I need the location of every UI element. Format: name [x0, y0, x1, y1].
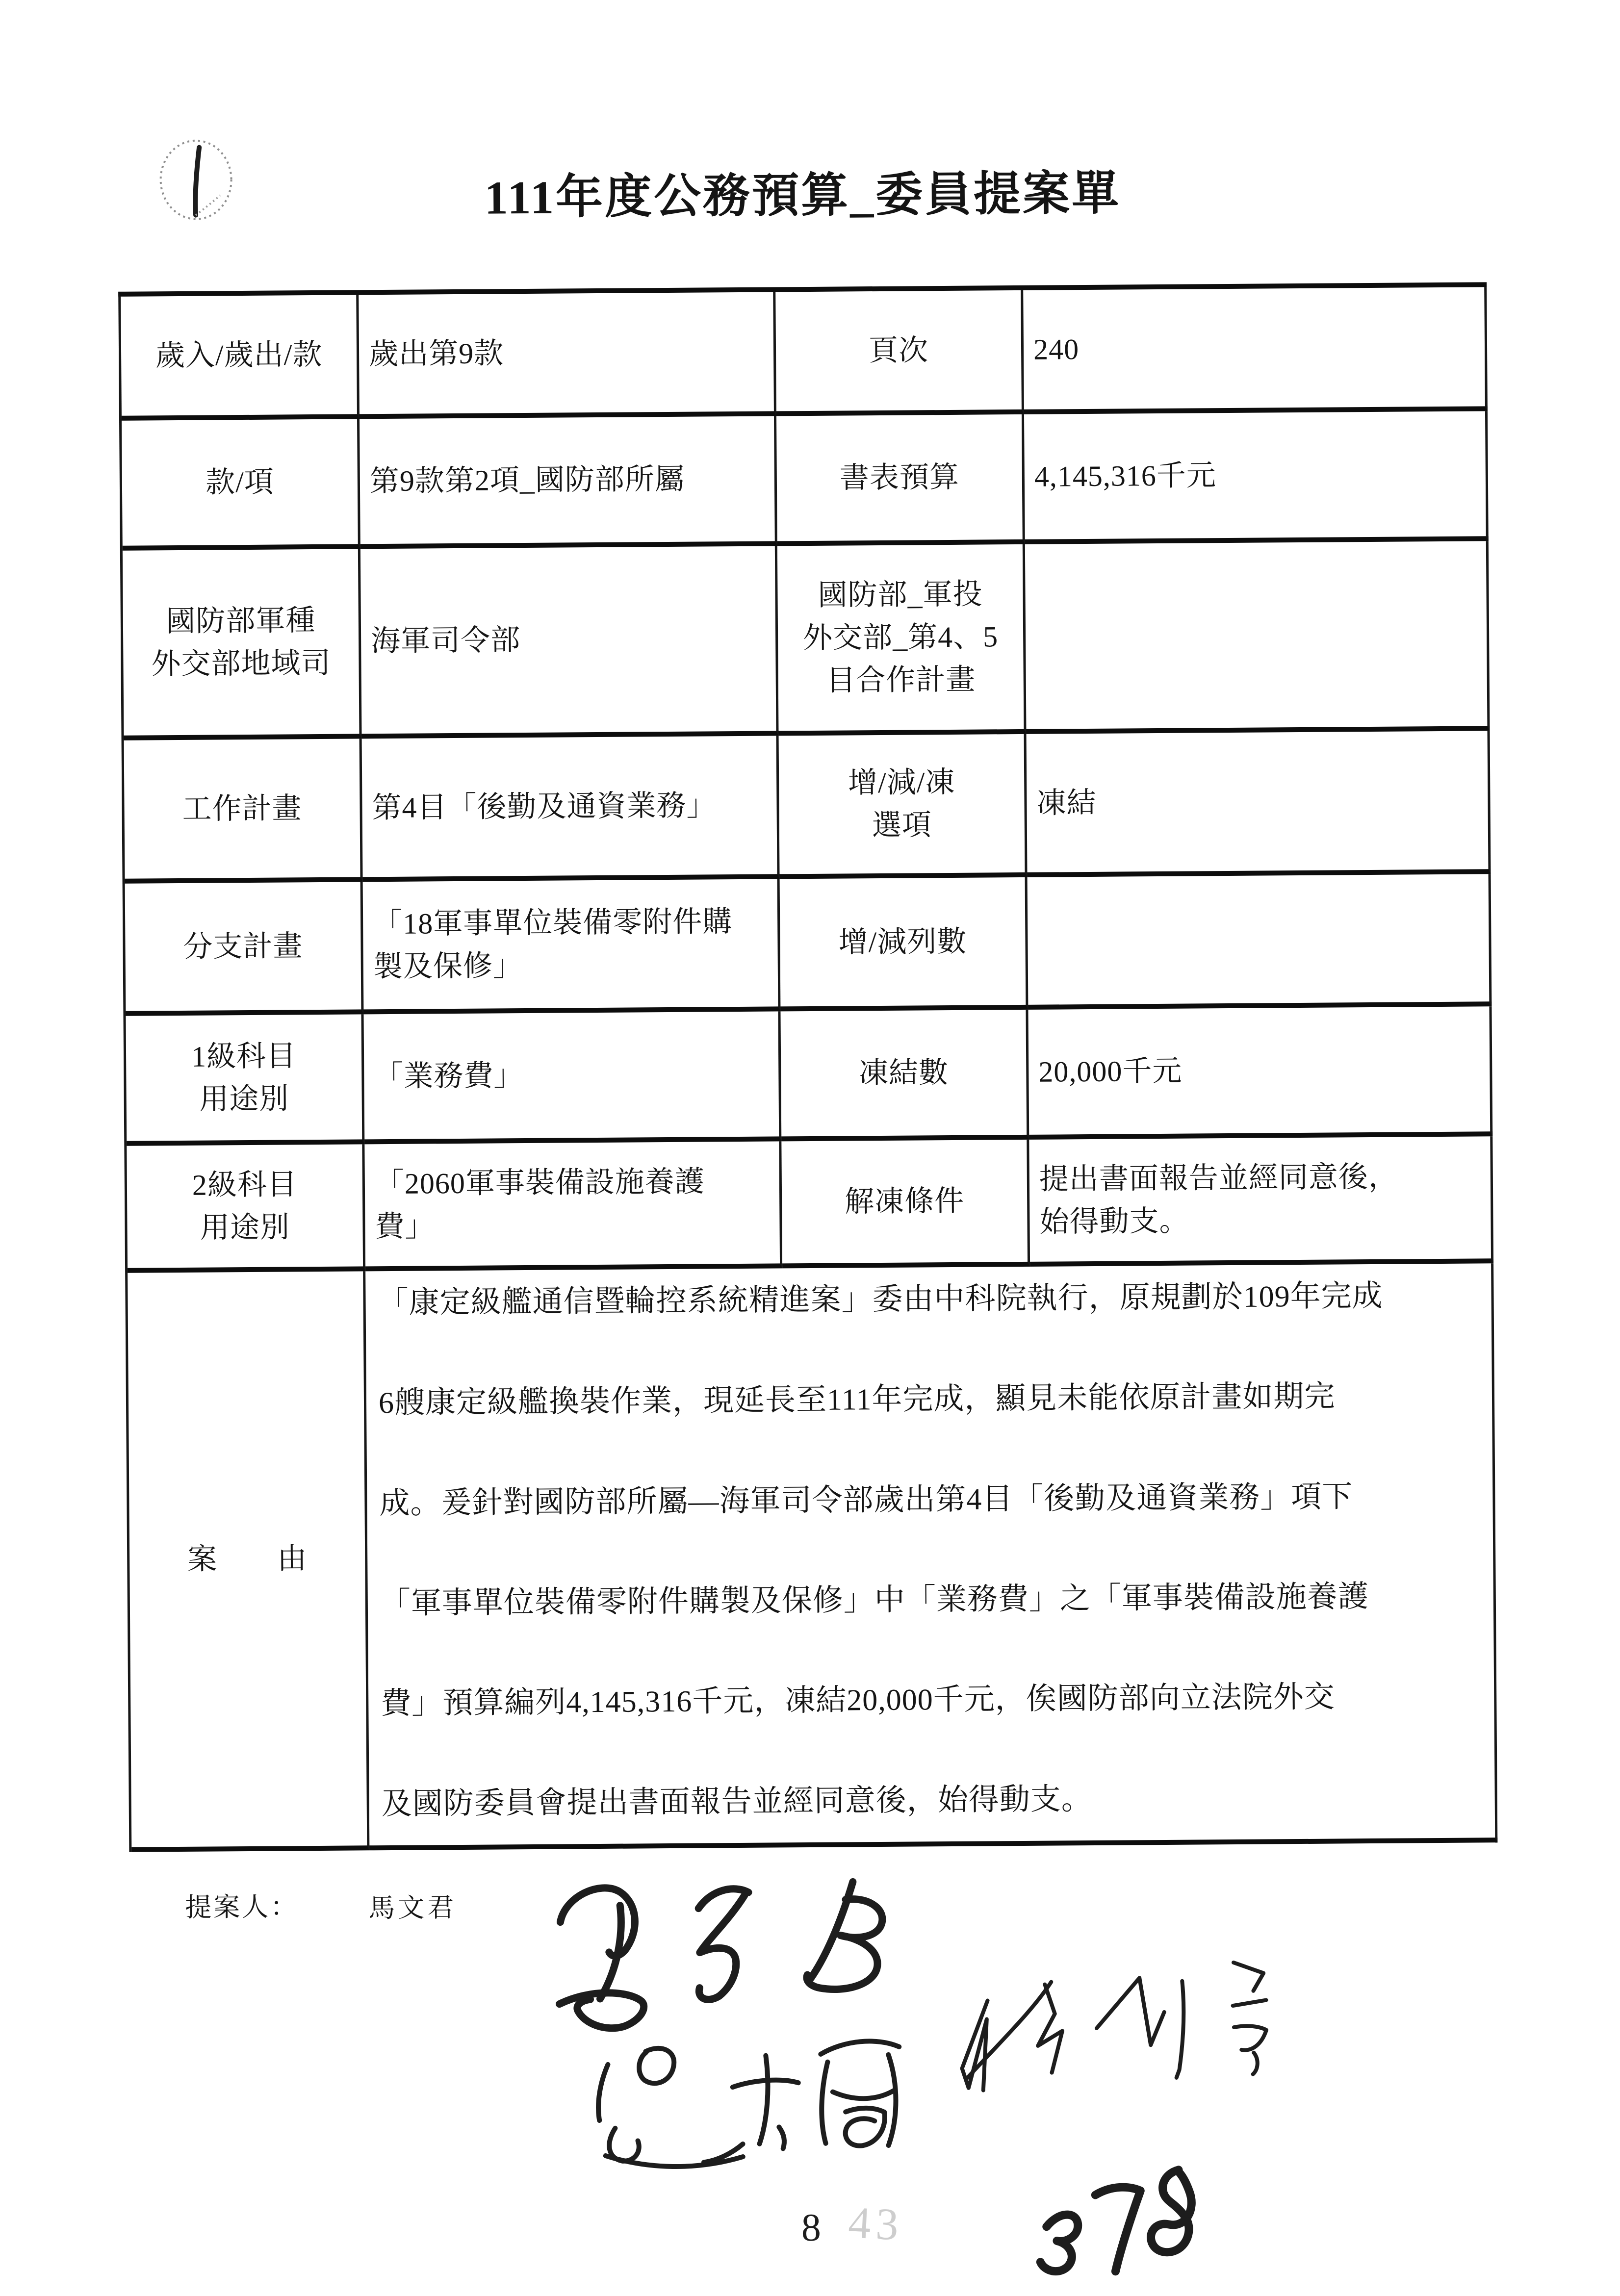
- faint-page-number: 43: [847, 2197, 904, 2250]
- table-cell-label: 增/減列數: [780, 877, 1029, 1012]
- table-cell-value: 第9款第2項_國防部所屬: [360, 416, 777, 549]
- table-cell-label: 頁次: [775, 290, 1024, 416]
- page-title: 111年度公務預算_委員提案單: [484, 167, 1121, 224]
- budget-table: [118, 282, 1497, 1852]
- signature-wen-yu-xia: [584, 2027, 919, 2172]
- table-cell-value: 歲出第9款: [359, 292, 776, 419]
- table-cell-value: 240: [1023, 287, 1488, 414]
- table-cell-label: 書表預算: [776, 414, 1025, 546]
- table-cell-label: 國防部_軍投 外交部_第4、5 目合作計畫: [777, 544, 1027, 736]
- table-cell-label: 分支計畫: [125, 882, 364, 1016]
- table-cell-value: 「2060軍事裝備設施養護 費」: [364, 1141, 782, 1271]
- table-cell-label: 解凍條件: [781, 1140, 1030, 1269]
- proposer-label: 提案人：: [184, 1892, 299, 1922]
- page-number: 8: [801, 2206, 822, 2250]
- table-cell-value: [1025, 541, 1490, 734]
- case-content: [365, 1263, 1497, 1850]
- table-cell-value: 「18軍事單位裝備零附件購 製及保修」: [363, 879, 781, 1014]
- table-cell-value: 「業務費」: [363, 1011, 781, 1144]
- table-cell-label: 歲入/歲出/款: [121, 295, 360, 420]
- table-cell-value: 提出書面報告並經同意後， 始得動支。: [1029, 1136, 1493, 1267]
- table-cell-label: 增/減/凍 選項: [779, 734, 1028, 879]
- case-line: 6艘康定級艦換裝作業，現延長至111年完成，顯見未能依原計畫如期完: [378, 1379, 1336, 1420]
- handwritten-number-378: [1026, 2156, 1203, 2277]
- signature-chen-yi-hsin: [939, 1953, 1284, 2098]
- table-cell-value: 海軍司令部: [360, 546, 779, 739]
- table-cell-label: 款/項: [122, 419, 360, 550]
- table-cell-label: 國防部軍種 外交部地域司: [123, 549, 362, 740]
- case-line: 成。爰針對國防部所屬—海軍司令部歲出第4目「後勤及通資業務」項下: [379, 1480, 1353, 1520]
- table-cell-value: 4,145,316千元: [1024, 411, 1489, 544]
- table-cell-label: 2級科目 用途別: [127, 1144, 365, 1273]
- table-cell-label: 凍結數: [780, 1010, 1029, 1142]
- case-line: 及國防委員會提出書面報告並經同意後，始得動支。: [381, 1782, 1092, 1821]
- signature-ma-wen-jun: [537, 1877, 910, 2041]
- case-line: 費」預算編列4,145,316千元，凍結20,000千元，俟國防部向立法院外交: [381, 1680, 1336, 1721]
- table-cell-value: 20,000千元: [1028, 1006, 1492, 1140]
- table-cell-value: 凍結: [1027, 731, 1491, 877]
- table-cell-value: [1028, 874, 1492, 1010]
- table-cell-label: 1級科目 用途別: [126, 1014, 364, 1146]
- proposer-name: 馬文君: [368, 1893, 457, 1923]
- case-line: 「康定級艦通信暨輪控系統精進案」委由中科院執行，原規劃於109年完成: [378, 1279, 1383, 1320]
- table-cell-label: 工作計畫: [124, 739, 363, 883]
- case-label: 案 由: [128, 1271, 369, 1852]
- case-line: 「軍事單位裝備零附件購製及保修」中「業務費」之「軍事裝備設施養護: [380, 1580, 1369, 1621]
- table-cell-value: 第4目「後勤及通資業務」: [362, 736, 780, 882]
